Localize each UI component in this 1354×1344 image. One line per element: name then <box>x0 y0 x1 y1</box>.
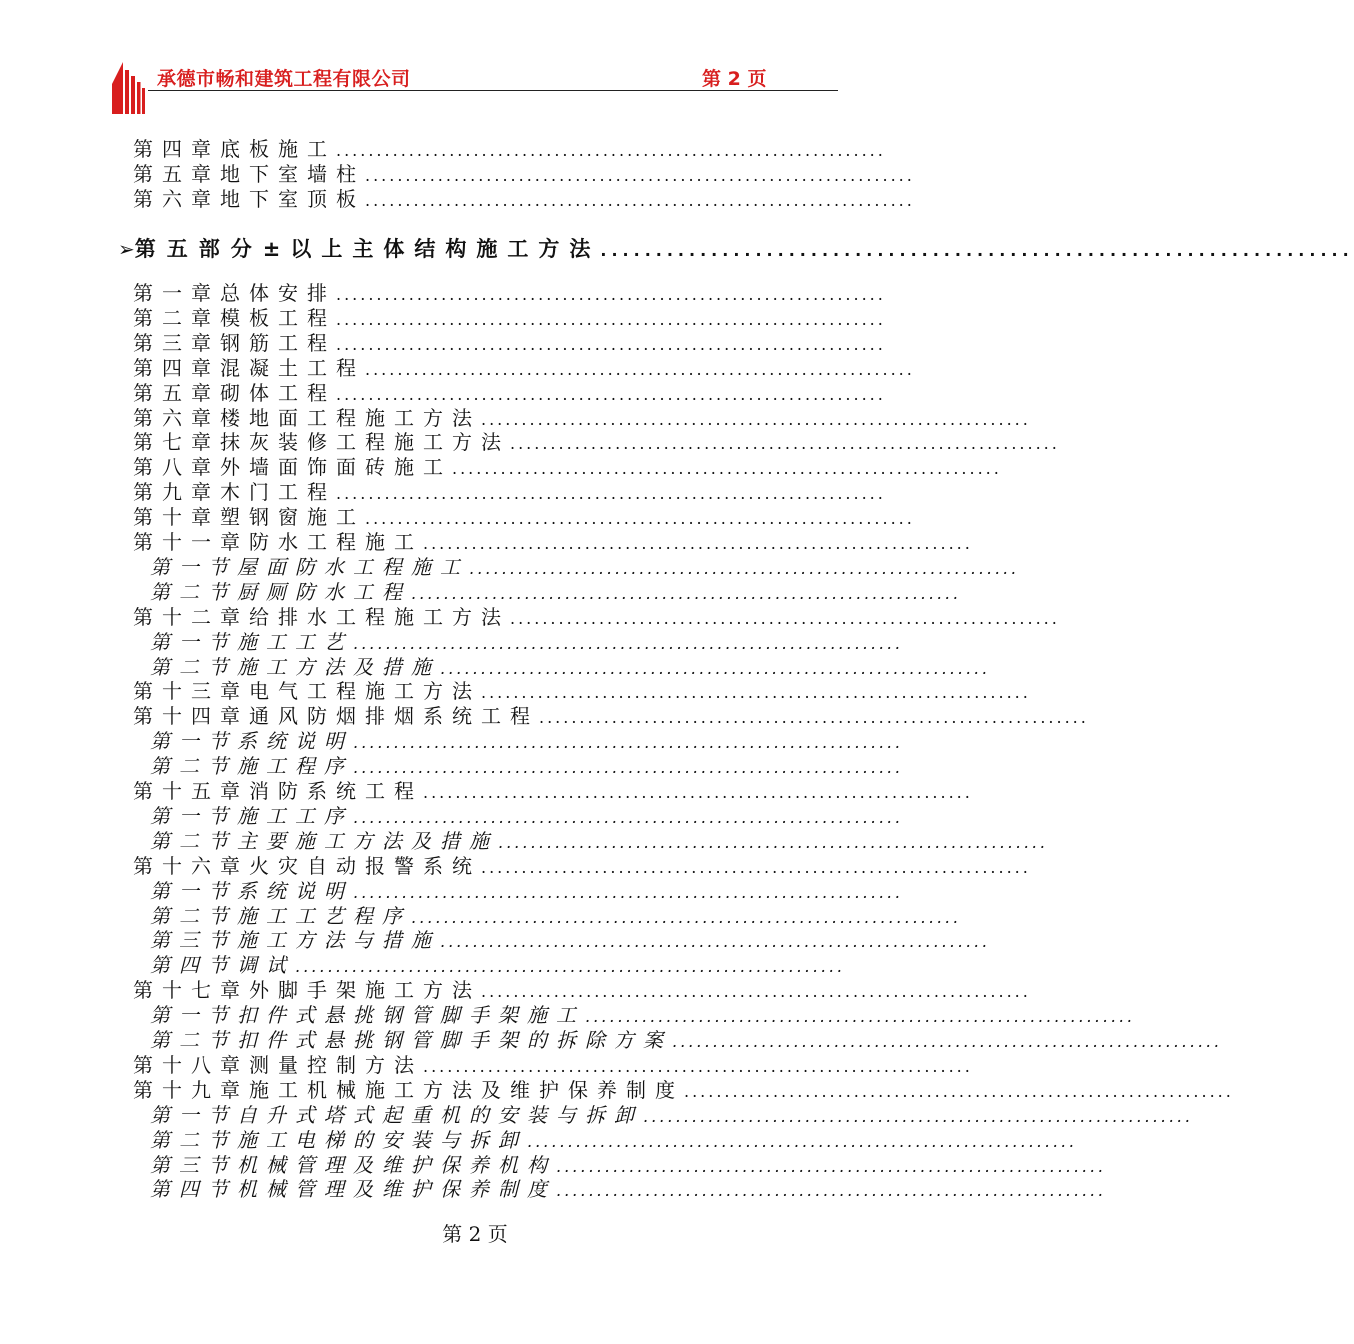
chapter-title: 火灾自动报警系统 <box>249 853 481 878</box>
page-header <box>112 60 838 116</box>
toc-section <box>150 803 903 829</box>
dot-leader: .................................................................... <box>481 982 1031 1002</box>
section-number: 第三节 <box>150 928 237 953</box>
dot-leader: .................................................................... <box>336 141 886 160</box>
toc-chapter <box>133 137 886 162</box>
toc-chapter <box>133 853 1031 879</box>
dot-leader: .................................................................... <box>353 807 903 827</box>
section-title: 厨厕防水工程 <box>237 579 411 604</box>
section-number: 第二节 <box>150 1127 237 1152</box>
toc-section <box>150 629 903 655</box>
dot-leader: .................................................................... <box>481 857 1031 877</box>
toc-chapter <box>133 530 973 555</box>
chapter-title: 施工机械施工方法及维护保养制度 <box>249 1077 684 1102</box>
toc-chapter <box>133 380 886 406</box>
toc-chapter <box>133 430 1060 455</box>
section-title: 施工电梯的安装与拆卸 <box>237 1127 527 1152</box>
dot-leader: .................................................................... <box>353 882 903 902</box>
section-title: 施工工艺程序 <box>237 903 411 928</box>
dot-leader: .................................................................... <box>440 658 990 678</box>
chapter-number: 第十九章 <box>133 1077 249 1102</box>
section-number: 第二节 <box>150 654 237 679</box>
chapter-number: 第二章 <box>133 305 220 330</box>
dot-leader: .................................................................... <box>365 191 915 210</box>
section-title: 屋面防水工程施工 <box>237 554 469 579</box>
part-heading <box>118 234 1354 264</box>
dot-leader: .................................................................... <box>411 907 961 927</box>
section-number: 第二节 <box>150 1028 237 1052</box>
toc-chapter <box>133 779 973 804</box>
chapter-title: 木门工程 <box>220 480 336 505</box>
toc-section <box>150 903 961 929</box>
toc-chapter <box>133 162 915 187</box>
dot-leader: .................................................................... <box>423 783 973 802</box>
dot-leader: .................................................................... <box>365 359 915 379</box>
chapter-title: 测量控制方法 <box>249 1052 423 1077</box>
toc-chapter <box>133 505 915 530</box>
toc-chapter <box>133 978 1031 1003</box>
dot-leader: .................................................................... <box>510 608 1060 628</box>
toc-chapter <box>133 1077 1234 1103</box>
toc-section <box>150 828 1048 854</box>
section-number: 第一节 <box>150 629 237 654</box>
chapter-title: 底板施工 <box>220 137 336 161</box>
section-number: 第四节 <box>150 1177 237 1202</box>
toc-section <box>150 754 903 779</box>
chapter-number: 第三章 <box>133 330 220 355</box>
toc-section <box>150 1152 1106 1178</box>
section-title: 机械管理及维护保养机构 <box>237 1152 556 1177</box>
chapter-title: 楼地面工程施工方法 <box>220 405 481 430</box>
section-number: 第一节 <box>150 803 237 828</box>
dot-leader: .................................................................... <box>365 509 915 529</box>
part-number: 第五部分 <box>134 237 263 261</box>
toc-section <box>150 953 845 978</box>
section-number: 第二节 <box>150 903 237 928</box>
dot-leader: .................................................................... <box>336 334 886 354</box>
company-name: 承德市畅和建筑工程有限公司 <box>157 68 411 90</box>
chapter-title: 模板工程 <box>220 305 336 330</box>
dot-leader: .................................................................... <box>336 484 886 504</box>
section-title: 机械管理及维护保养制度 <box>237 1177 556 1202</box>
toc-chapter <box>133 604 1060 630</box>
section-number: 第一节 <box>150 554 237 579</box>
header-rule <box>148 90 838 91</box>
arrow-bullet-icon: ➢ <box>118 237 135 261</box>
dot-leader: .................................................................... <box>295 957 845 977</box>
toc-chapter <box>133 187 915 212</box>
section-number: 第一节 <box>150 1102 237 1127</box>
dot-leader: .................................................................... <box>469 558 1019 578</box>
toc-section <box>150 1028 1222 1053</box>
dot-leader: .................................................................... <box>423 534 973 553</box>
dot-leader: .................................................................... <box>498 832 1048 852</box>
section-number: 第二节 <box>150 754 237 779</box>
toc-chapter <box>133 455 1002 480</box>
section-number: 第四节 <box>150 953 237 978</box>
toc-chapter <box>133 679 1031 704</box>
dot-leader: .................................................................... <box>527 1131 1077 1151</box>
dot-leader: .................................................................... <box>336 285 886 304</box>
chapter-title: 电气工程施工方法 <box>249 679 481 704</box>
toc-chapter <box>133 281 886 306</box>
chapter-number: 第四章 <box>133 137 220 161</box>
toc-chapter <box>133 405 1031 431</box>
section-title: 施工方法与措施 <box>237 928 440 953</box>
chapter-number: 第四章 <box>133 355 220 380</box>
chapter-title: 外墙面饰面砖施工 <box>220 455 452 480</box>
chapter-title: 通风防烟排烟系统工程 <box>249 704 539 729</box>
chapter-title: 消防系统工程 <box>249 779 423 803</box>
dot-leader: .................................................................... <box>423 1056 973 1076</box>
dot-leader: .................................................................... <box>539 708 1089 728</box>
section-title: 施工工艺 <box>237 629 353 654</box>
chapter-title: 地下室墙柱 <box>220 162 365 186</box>
part-title: ±以上主体结构施工方法 <box>262 237 601 261</box>
toc-chapter <box>133 1052 973 1078</box>
section-title: 施工程序 <box>237 754 353 779</box>
chapter-number: 第七章 <box>133 430 220 455</box>
dot-leader: .................................................................... <box>481 683 1031 703</box>
dot-leader: .................................................................... <box>556 1181 1106 1201</box>
dot-leader: .................................................................... <box>510 434 1060 454</box>
dot-leader: .................................................................... <box>353 633 903 653</box>
chapter-title: 混凝土工程 <box>220 355 365 380</box>
chapter-number: 第六章 <box>133 187 220 211</box>
section-title: 调试 <box>237 953 295 978</box>
section-title: 扣件式悬挑钢管脚手架的拆除方案 <box>237 1028 672 1052</box>
chapter-number: 第十三章 <box>133 679 249 704</box>
chapter-title: 塑钢窗施工 <box>220 505 365 530</box>
section-title: 主要施工方法及措施 <box>237 828 498 853</box>
chapter-number: 第八章 <box>133 455 220 480</box>
toc-section <box>150 928 990 953</box>
section-title: 施工工序 <box>237 803 353 828</box>
chapter-number: 第一章 <box>133 281 220 305</box>
section-title: 施工方法及措施 <box>237 654 440 679</box>
chapter-title: 总体安排 <box>220 281 336 305</box>
toc-section <box>150 579 961 605</box>
company-logo-icon <box>112 62 146 114</box>
chapter-number: 第六章 <box>133 405 220 430</box>
chapter-number: 第十一章 <box>133 530 249 554</box>
toc-section <box>150 729 903 754</box>
chapter-number: 第十七章 <box>133 978 249 1003</box>
dot-leader: .................................................................... <box>336 384 886 404</box>
section-title: 自升式塔式起重机的安装与拆卸 <box>237 1102 643 1127</box>
toc-section <box>150 554 1019 580</box>
toc-chapter <box>133 480 886 505</box>
toc-section <box>150 878 903 904</box>
toc-section <box>150 654 990 680</box>
dot-leader: .................................................................... <box>600 241 1354 260</box>
chapter-number: 第十五章 <box>133 779 249 803</box>
toc-chapter <box>133 355 915 381</box>
chapter-number: 第十二章 <box>133 604 249 629</box>
toc-section <box>150 1102 1193 1128</box>
page-footer: 第 2 页 <box>442 1222 508 1246</box>
dot-leader: .................................................................... <box>556 1156 1106 1176</box>
toc-section <box>150 1127 1077 1153</box>
chapter-number: 第十章 <box>133 505 220 530</box>
chapter-number: 第九章 <box>133 480 220 505</box>
chapter-number: 第五章 <box>133 380 220 405</box>
dot-leader: .................................................................... <box>452 459 1002 479</box>
chapter-title: 抹灰装修工程施工方法 <box>220 430 510 455</box>
dot-leader: .................................................................... <box>585 1007 1135 1027</box>
chapter-number: 第五章 <box>133 162 220 186</box>
chapter-title: 地下室顶板 <box>220 187 365 211</box>
dot-leader: .................................................................... <box>643 1106 1193 1126</box>
toc-section <box>150 1177 1106 1202</box>
chapter-number: 第十四章 <box>133 704 249 729</box>
dot-leader: .................................................................... <box>353 733 903 753</box>
chapter-title: 砌体工程 <box>220 380 336 405</box>
section-number: 第三节 <box>150 1152 237 1177</box>
toc-chapter <box>133 305 886 331</box>
header-page-number: 第 2 页 <box>702 68 767 90</box>
section-title: 扣件式悬挑钢管脚手架施工 <box>237 1003 585 1028</box>
dot-leader: .................................................................... <box>336 309 886 329</box>
dot-leader: .................................................................... <box>353 758 903 778</box>
toc-chapter <box>133 330 886 356</box>
section-number: 第一节 <box>150 1003 237 1028</box>
dot-leader: .................................................................... <box>411 583 961 603</box>
dot-leader: .................................................................... <box>684 1081 1234 1101</box>
section-title: 系统说明 <box>237 878 353 903</box>
section-number: 第二节 <box>150 579 237 604</box>
chapter-number: 第十六章 <box>133 853 249 878</box>
chapter-title: 防水工程施工 <box>249 530 423 554</box>
toc-section <box>150 1003 1135 1028</box>
dot-leader: .................................................................... <box>672 1032 1222 1051</box>
dot-leader: .................................................................... <box>440 932 990 952</box>
dot-leader: .................................................................... <box>481 409 1031 429</box>
section-number: 第一节 <box>150 878 237 903</box>
chapter-title: 给排水工程施工方法 <box>249 604 510 629</box>
toc-chapter <box>133 704 1089 729</box>
chapter-number: 第十八章 <box>133 1052 249 1077</box>
chapter-title: 钢筋工程 <box>220 330 336 355</box>
section-title: 系统说明 <box>237 729 353 754</box>
dot-leader: .................................................................... <box>365 166 915 185</box>
section-number: 第二节 <box>150 828 237 853</box>
chapter-title: 外脚手架施工方法 <box>249 978 481 1003</box>
section-number: 第一节 <box>150 729 237 754</box>
